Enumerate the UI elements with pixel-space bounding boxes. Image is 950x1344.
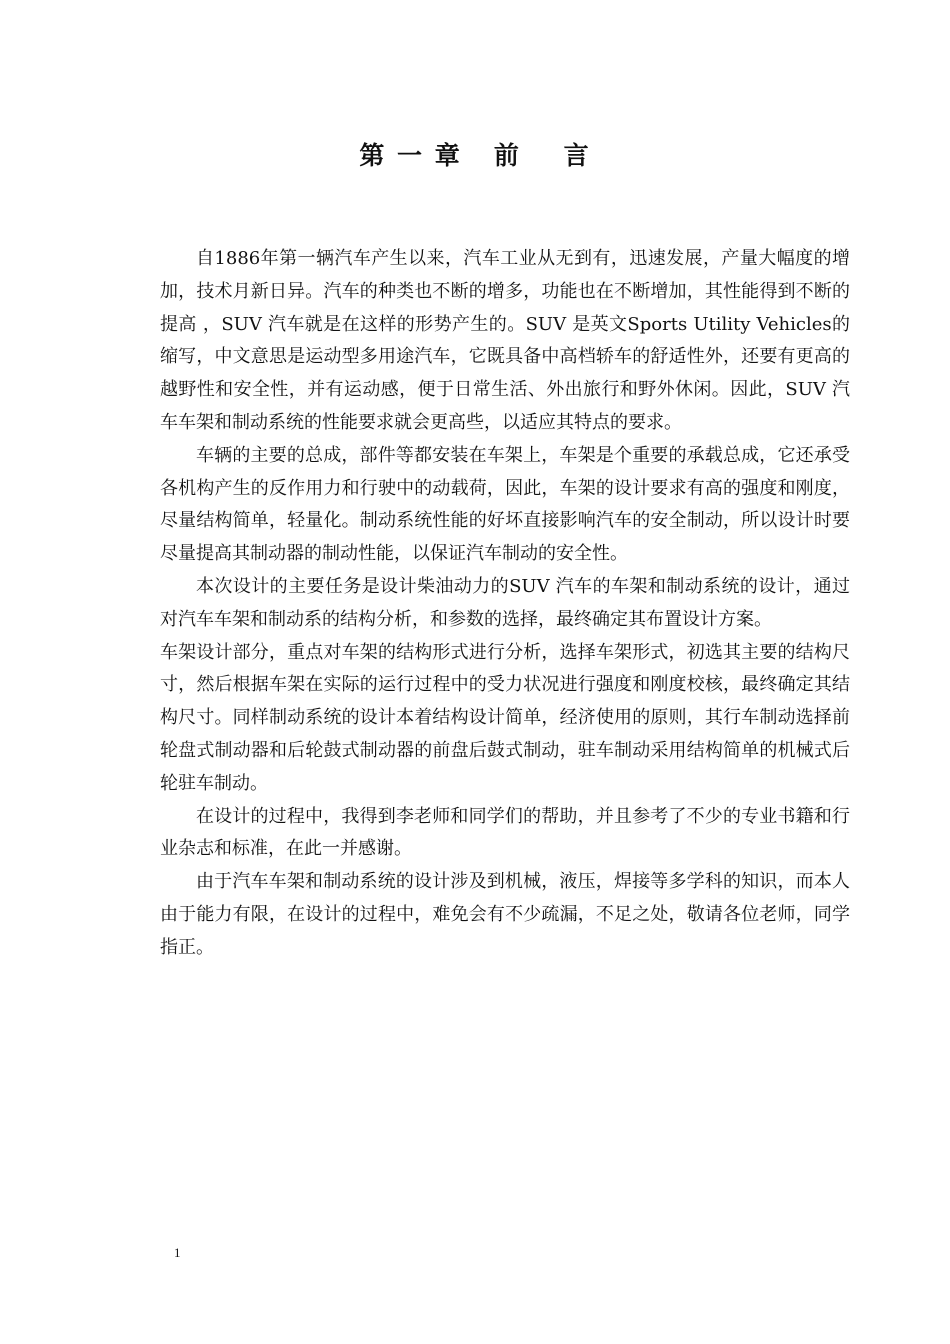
paragraph-frame: 车辆的主要的总成，部件等都安装在车架上，车架是个重要的承载总成，它还承受各机构产生的反作用力和行驶中的动载荷，因此，车架的设计要求有高的强度和刚度，尽量结构简单，轻量化。制动系统性能的好坏直接影响汽车的安全制动，所以设计时要尽量提高其制动器的制动性能，以保证汽车制动的安全性。 xyxy=(160,444,850,565)
paragraph-acknowledgement: 在设计的过程中，我得到李老师和同学们的帮助，并且参考了不少的专业书籍和行业杂志和标准，在此一并感谢。 xyxy=(160,805,850,860)
chapter-title: 第 一 章 前 言 xyxy=(359,141,591,170)
page-number: 1 xyxy=(174,1245,181,1260)
paragraph-task: 本次设计的主要任务是设计柴油动力的SUV 汽车的车架和制动系统的设计，通过对汽车车架和制动系的结构分析，和参数的选择，最终确定其布置设计方案。 xyxy=(160,575,850,630)
paragraph-closing: 由于汽车车架和制动系统的设计涉及到机械，液压，焊接等多学科的知识，而本人由于能力有限，在设计的过程中，难免会有不少疏漏，不足之处，敬请各位老师，同学指正。 xyxy=(160,871,850,958)
paragraph-intro: 自1886年第一辆汽车产生以来，汽车工业从无到有，迅速发展，产量大幅度的增加，技术月新日异。汽车的种类也不断的增多，功能也在不断增加，其性能得到不断的提高 ，SUV 汽车就是在这样的形势产生的。SUV 是英文Sports Utility Vehicles的缩写，中文意思是运动型多用途汽车，它既具备中高档轿车的舒适性外，还要有更高的越野性和安全性，并有运动感，便于日常生活、外出旅行和野外休闲。因此，SUV 汽车车架和制动系统的性能要求就会更高些，以适应其特点的要求。 xyxy=(160,248,850,433)
body-text xyxy=(160,243,850,965)
paragraph-frame-design: 车架设计部分，重点对车架的结构形式进行分析，选择车架形式，初选其主要的结构尺寸，然后根据车架在实际的运行过程中的受力状况进行强度和刚度校核，最终确定其结构尺寸。同样制动系统的设计本着结构设计简单，经济使用的原则，其行车制动选择前轮盘式制动器和后轮鼓式制动器的前盘后鼓式制动，驻车制动采用结构简单的机械式后轮驻车制动。 xyxy=(160,641,850,794)
